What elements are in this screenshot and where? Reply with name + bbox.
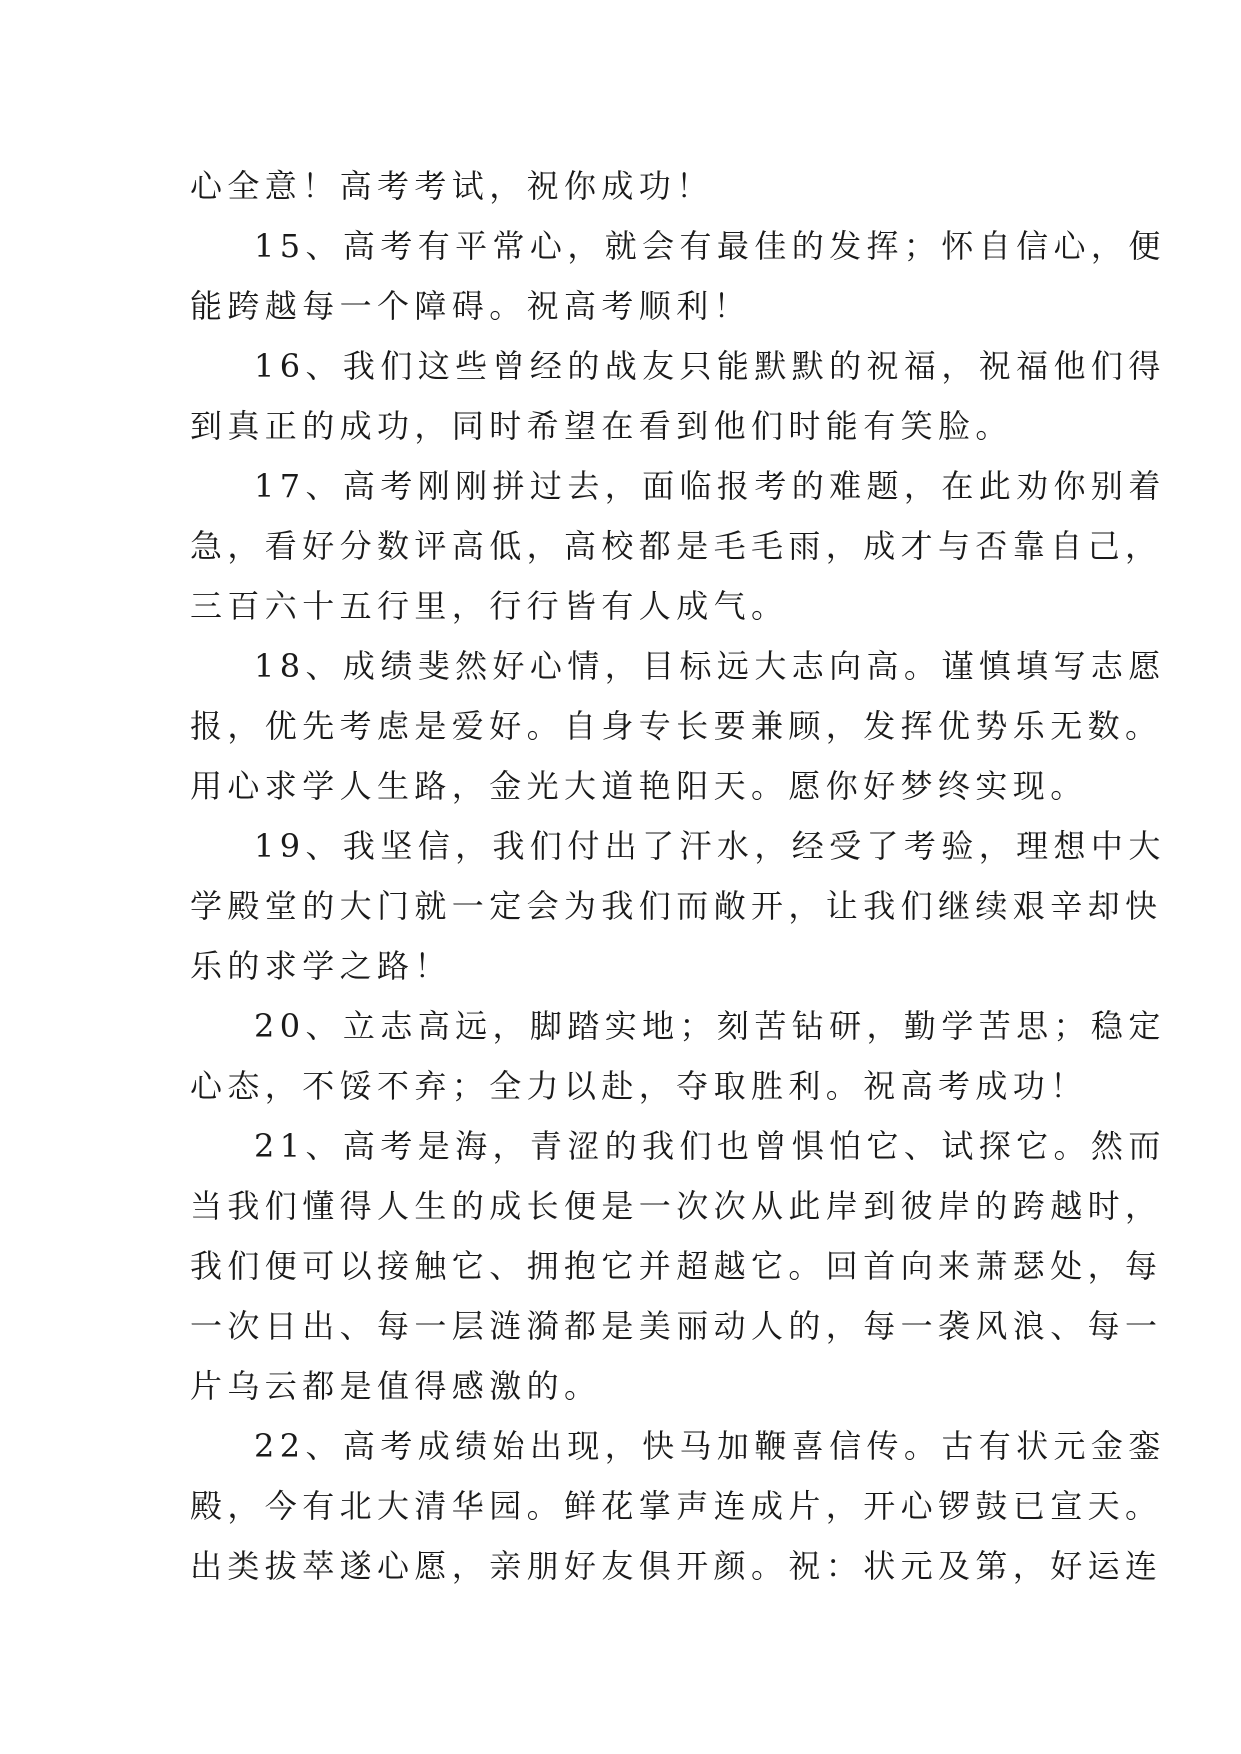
text-line: 能跨越每一个障碍。祝高考顺利！ xyxy=(190,287,752,325)
text-line: 21、高考是海，青涩的我们也曾惧怕它、试探它。然而 xyxy=(254,1127,1166,1165)
text-line: 报，优先考虑是爱好。自身专长要兼顾，发挥优势乐无数。 xyxy=(190,707,1163,745)
text-line: 一次日出、每一层涟漪都是美丽动人的，每一袭风浪、每一 xyxy=(190,1307,1163,1345)
text-line: 当我们懂得人生的成长便是一次次从此岸到彼岸的跨越时， xyxy=(190,1187,1163,1225)
text-line: 15、高考有平常心，就会有最佳的发挥；怀自信心，便 xyxy=(254,227,1166,265)
text-line: 19、我坚信，我们付出了汗水，经受了考验，理想中大 xyxy=(254,827,1166,865)
text-line: 用心求学人生路，金光大道艳阳天。愿你好梦终实现。 xyxy=(190,767,1088,805)
text-line: 到真正的成功，同时希望在看到他们时能有笑脸。 xyxy=(190,407,1013,445)
text-line: 三百六十五行里，行行皆有人成气。 xyxy=(190,587,789,625)
text-line: 学殿堂的大门就一定会为我们而敞开，让我们继续艰辛却快 xyxy=(190,887,1163,925)
text-line: 22、高考成绩始出现，快马加鞭喜信传。古有状元金銮 xyxy=(254,1427,1166,1465)
text-line: 心全意！高考考试，祝你成功！ xyxy=(190,167,714,205)
text-line: 17、高考刚刚拼过去，面临报考的难题，在此劝你别着 xyxy=(254,467,1166,505)
text-line: 出类拔萃遂心愿，亲朋好友俱开颜。祝：状元及第，好运连 xyxy=(190,1547,1163,1585)
text-line: 我们便可以接触它、拥抱它并超越它。回首向来萧瑟处，每 xyxy=(190,1247,1163,1285)
text-line: 20、立志高远，脚踏实地；刻苦钻研，勤学苦思；稳定 xyxy=(254,1007,1166,1045)
text-line: 18、成绩斐然好心情，目标远大志向高。谨慎填写志愿 xyxy=(254,647,1166,685)
text-line: 乐的求学之路！ xyxy=(190,947,452,985)
document-body xyxy=(190,156,1166,1596)
text-line: 16、我们这些曾经的战友只能默默的祝福，祝福他们得 xyxy=(254,347,1166,385)
text-line: 心态，不馁不弃；全力以赴，夺取胜利。祝高考成功！ xyxy=(190,1067,1088,1105)
text-line: 殿，今有北大清华园。鲜花掌声连成片，开心锣鼓已宣天。 xyxy=(190,1487,1163,1525)
text-line: 片乌云都是值得感激的。 xyxy=(190,1367,602,1405)
text-line: 急，看好分数评高低，高校都是毛毛雨，成才与否靠自己， xyxy=(190,527,1163,565)
